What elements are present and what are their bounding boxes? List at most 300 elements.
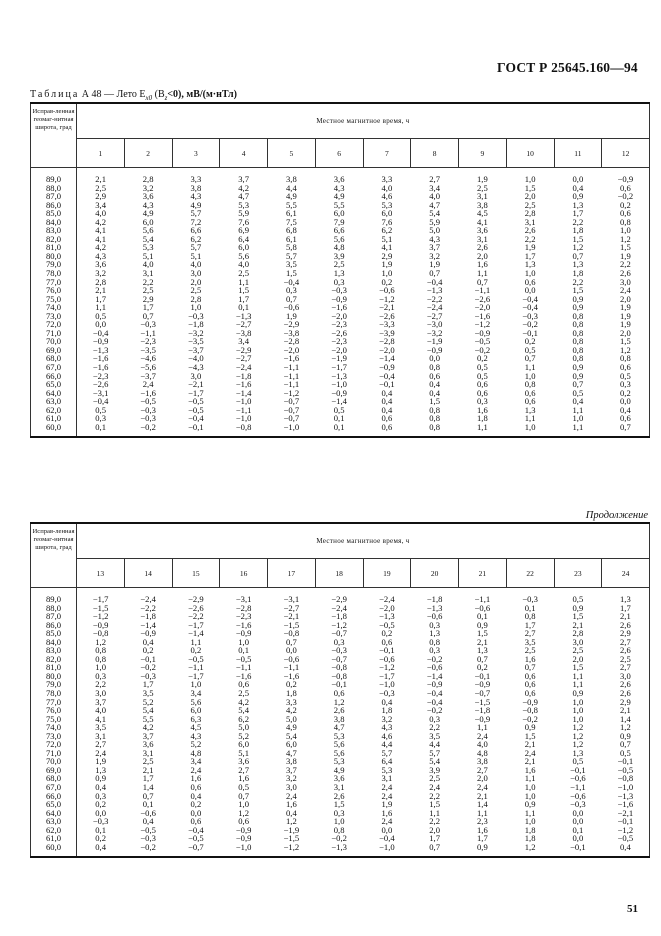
value-cell: −0,7: [474, 688, 491, 699]
value-cell: 5,7: [429, 747, 440, 758]
value-cell: 2,9: [381, 250, 393, 261]
value-cell: −2,0: [379, 602, 395, 613]
value-cell: −1,7: [188, 670, 204, 681]
value-cell: 2,7: [429, 174, 440, 184]
value-cell: −0,3: [140, 670, 156, 681]
value-cell: −0,5: [602, 766, 650, 775]
value-cell: −1,7: [379, 670, 395, 681]
value-cell: 4,4: [381, 739, 393, 750]
value-cell: 3,7: [286, 764, 297, 775]
value-cell: −1,1: [140, 327, 156, 338]
value-cell: 3,1: [333, 782, 345, 793]
value-cell: −1,2: [379, 293, 395, 304]
value-cell: 2,2: [572, 216, 584, 227]
value-cell: −1,3: [426, 602, 443, 613]
value-cell: 1,7: [477, 833, 488, 844]
latitude-cell: 86,0: [31, 621, 77, 630]
value-cell: 3,7: [142, 730, 154, 741]
hour-column-header: 23: [554, 559, 602, 588]
value-cell: 2,7: [602, 663, 650, 672]
value-cell: 2,5: [333, 259, 345, 270]
value-cell: −0,6: [379, 285, 395, 296]
value-cell: 0,1: [572, 824, 584, 835]
value-cell: 1,5: [602, 337, 650, 346]
value-cell: −1,1: [235, 404, 252, 415]
value-cell: 0,0: [381, 824, 393, 835]
value-cell: −2,9: [235, 344, 252, 355]
value-cell: 1,0: [381, 268, 393, 279]
value-cell: 1,0: [524, 816, 536, 827]
value-cell: −0,1: [554, 843, 602, 858]
value-cell: 0,8: [572, 353, 584, 364]
value-cell: 6,4: [238, 233, 249, 244]
value-cell: −0,2: [331, 833, 347, 844]
value-cell: 0,8: [572, 344, 584, 355]
value-cell: −2,2: [188, 611, 204, 622]
value-cell: 2,5: [95, 182, 106, 193]
latitude-cell: 61,0: [31, 834, 77, 843]
value-cell: 0,6: [238, 679, 249, 690]
value-cell: 2,2: [602, 260, 650, 269]
value-cell: 4,2: [95, 242, 106, 253]
value-cell: 2,1: [602, 612, 650, 621]
value-cell: −0,1: [522, 327, 538, 338]
latitude-cell: 84,0: [31, 638, 77, 647]
value-cell: −1,1: [474, 285, 491, 296]
value-cell: −3,3: [379, 319, 395, 330]
value-cell: 2,3: [477, 816, 488, 827]
hour-column-header: 9: [459, 139, 507, 168]
hour-column-header: 7: [363, 139, 411, 168]
value-cell: −2,4: [140, 594, 156, 604]
latitude-cell: 77,0: [31, 278, 77, 287]
latitude-cell: 69,0: [31, 346, 77, 355]
value-cell: 0,6: [524, 276, 536, 287]
value-cell: 1,1: [524, 413, 536, 424]
value-cell: 1,9: [429, 259, 440, 270]
hour-column-header: 18: [315, 559, 363, 588]
value-cell: 6,0: [190, 705, 202, 716]
value-cell: 1,0: [238, 636, 249, 647]
value-cell: 3,6: [142, 739, 154, 750]
latitude-cell: 73,0: [31, 732, 77, 741]
value-cell: 1,1: [572, 679, 584, 690]
value-cell: 3,5: [429, 730, 440, 741]
value-cell: 0,0: [572, 807, 584, 818]
value-cell: 1,0: [572, 696, 584, 707]
value-cell: 2,8: [142, 174, 154, 184]
latitude-cell: 71,0: [31, 749, 77, 758]
value-cell: 1,3: [524, 259, 536, 270]
value-cell: 1,9: [602, 252, 650, 261]
value-cell: −0,1: [474, 670, 491, 681]
value-cell: −2,8: [283, 336, 300, 347]
latitude-cell: 65,0: [31, 380, 77, 389]
value-cell: 1,1: [459, 423, 507, 438]
value-cell: 0,6: [524, 396, 536, 407]
value-cell: 4,1: [477, 216, 488, 227]
value-cell: 3,0: [95, 688, 106, 699]
value-cell: 5,6: [142, 225, 154, 236]
value-cell: 1,8: [381, 705, 393, 716]
value-cell: −0,4: [522, 302, 538, 313]
hour-column-header: 21: [459, 559, 507, 588]
value-cell: 3,4: [190, 756, 202, 767]
value-cell: −0,2: [602, 192, 650, 201]
value-cell: 2,4: [477, 782, 488, 793]
value-cell: 0,9: [572, 293, 584, 304]
value-cell: 4,2: [142, 722, 154, 733]
value-cell: 0,7: [602, 423, 650, 438]
value-cell: −0,3: [522, 310, 538, 321]
value-cell: 0,8: [602, 354, 650, 363]
value-cell: −1,2: [268, 843, 316, 858]
value-cell: 3,0: [602, 278, 650, 287]
value-cell: 0,6: [190, 816, 202, 827]
value-cell: 2,6: [602, 621, 650, 630]
value-cell: −1,0: [235, 413, 252, 424]
value-cell: 0,1: [524, 602, 536, 613]
value-cell: −1,8: [235, 370, 252, 381]
hour-column-header: 14: [124, 559, 172, 588]
value-cell: 5,6: [333, 739, 345, 750]
value-cell: 4,3: [333, 182, 345, 193]
value-cell: −1,2: [331, 619, 347, 630]
latitude-cell: 79,0: [31, 680, 77, 689]
value-cell: 0,3: [333, 636, 345, 647]
value-cell: 1,7: [142, 302, 154, 313]
value-cell: 1,2: [95, 636, 106, 647]
value-cell: −3,8: [283, 327, 300, 338]
latitude-cell: 81,0: [31, 663, 77, 672]
value-cell: 5,7: [190, 242, 202, 253]
value-cell: 0,5: [572, 387, 584, 398]
local-time-header: Местное магнитное время, ч: [77, 103, 650, 139]
value-cell: −1,7: [188, 387, 204, 398]
value-cell: 0,8: [429, 362, 440, 373]
value-cell: 0,0: [602, 397, 650, 406]
latitude-cell: 70,0: [31, 757, 77, 766]
value-cell: −2,4: [331, 602, 347, 613]
value-cell: −2,1: [283, 611, 300, 622]
value-cell: 1,5: [429, 396, 440, 407]
value-cell: 6,6: [333, 225, 345, 236]
latitude-cell: 85,0: [31, 629, 77, 638]
value-cell: 0,9: [602, 732, 650, 741]
value-cell: 1,3: [572, 259, 584, 270]
value-cell: 0,8: [602, 218, 650, 227]
value-cell: −0,8: [331, 662, 347, 673]
value-cell: −1,6: [235, 379, 252, 390]
value-cell: −1,2: [379, 662, 395, 673]
value-cell: −2,7: [283, 602, 300, 613]
value-cell: −0,3: [331, 285, 347, 296]
value-cell: −4,0: [188, 353, 204, 364]
value-cell: −0,8: [92, 628, 109, 639]
value-cell: 3,0: [602, 672, 650, 681]
value-cell: 0,2: [190, 799, 202, 810]
value-cell: 7,6: [238, 216, 249, 227]
value-cell: 2,2: [429, 790, 440, 801]
value-cell: −2,1: [188, 379, 204, 390]
value-cell: 1,9: [381, 799, 393, 810]
value-cell: −0,9: [331, 387, 347, 398]
value-cell: −1,8: [140, 611, 156, 622]
value-cell: −3,0: [426, 319, 443, 330]
value-cell: 0,5: [572, 594, 584, 604]
value-cell: −2,3: [92, 370, 109, 381]
value-cell: 3,1: [477, 233, 488, 244]
value-cell: 2,5: [142, 756, 154, 767]
value-cell: 1,0: [238, 799, 249, 810]
value-cell: −2,4: [379, 594, 395, 604]
latitude-cell: 85,0: [31, 209, 77, 218]
latitude-cell: 64,0: [31, 809, 77, 818]
value-cell: 5,7: [286, 250, 297, 261]
value-cell: −3,2: [426, 327, 443, 338]
latitude-cell: 89,0: [31, 168, 77, 184]
value-cell: −0,4: [188, 413, 204, 424]
hour-column-header: 12: [602, 139, 650, 168]
value-cell: −1,1: [283, 370, 300, 381]
value-cell: 1,2: [506, 843, 554, 858]
value-cell: −0,3: [92, 816, 109, 827]
latitude-cell: 80,0: [31, 672, 77, 681]
value-cell: 0,5: [333, 404, 345, 415]
value-cell: 3,8: [286, 174, 297, 184]
value-cell: −0,4: [92, 396, 109, 407]
value-cell: 0,9: [572, 302, 584, 313]
value-cell: −1,0: [268, 423, 316, 438]
value-cell: 5,2: [142, 696, 154, 707]
value-cell: 0,2: [602, 389, 650, 398]
value-cell: 1,5: [524, 730, 536, 741]
value-cell: 1,0: [95, 662, 106, 673]
value-cell: −1,4: [188, 628, 204, 639]
value-cell: 0,0: [286, 645, 297, 656]
value-cell: −0,9: [235, 833, 252, 844]
value-cell: −0,2: [426, 653, 443, 664]
value-cell: −1,6: [92, 362, 109, 373]
value-cell: 4,0: [190, 259, 202, 270]
value-cell: −0,1: [570, 764, 586, 775]
hour-column-header: 15: [172, 559, 220, 588]
value-cell: 4,7: [333, 722, 345, 733]
value-cell: 4,9: [286, 191, 297, 202]
value-cell: −0,3: [522, 594, 538, 604]
value-cell: −0,5: [188, 833, 204, 844]
document-standard-id: ГОСТ Р 25645.160—94: [497, 60, 638, 75]
value-cell: −0,2: [522, 713, 538, 724]
latitude-cell: 83,0: [31, 226, 77, 235]
value-cell: 4,6: [381, 730, 393, 741]
latitude-cell: 74,0: [31, 723, 77, 732]
value-cell: 5,4: [429, 208, 440, 219]
hour-column-header: 6: [315, 139, 363, 168]
value-cell: −1,8: [331, 611, 347, 622]
value-cell: 0,2: [381, 276, 393, 287]
value-cell: −0,5: [188, 653, 204, 664]
value-cell: 0,7: [524, 662, 536, 673]
value-cell: 0,0: [190, 807, 202, 818]
value-cell: 3,5: [95, 722, 106, 733]
table-body: [31, 588, 650, 858]
value-cell: 4,3: [190, 191, 202, 202]
value-cell: 6,8: [286, 225, 297, 236]
value-cell: 0,6: [477, 387, 488, 398]
value-cell: −3,8: [235, 327, 252, 338]
value-cell: 0,8: [95, 653, 106, 664]
value-cell: −0,2: [522, 319, 538, 330]
hour-column-header: 3: [172, 139, 220, 168]
value-cell: −2,9: [188, 594, 204, 604]
value-cell: 5,3: [333, 756, 345, 767]
table-title-sub: x0: [145, 94, 153, 102]
value-cell: −1,9: [331, 353, 347, 364]
value-cell: −1,0: [379, 679, 395, 690]
value-cell: −0,9: [602, 168, 650, 184]
value-cell: 0,9: [572, 370, 584, 381]
value-cell: 0,6: [429, 370, 440, 381]
value-cell: 0,4: [572, 182, 584, 193]
value-cell: −0,5: [140, 824, 156, 835]
value-cell: −2,2: [140, 602, 156, 613]
value-cell: 3,2: [95, 268, 106, 279]
value-cell: −1,8: [474, 705, 491, 716]
value-cell: −1,7: [331, 362, 347, 373]
value-cell: 2,5: [477, 182, 488, 193]
value-cell: −0,6: [426, 662, 443, 673]
value-cell: 0,2: [381, 628, 393, 639]
value-cell: 0,7: [411, 843, 459, 858]
value-cell: 0,3: [477, 396, 488, 407]
latitude-cell: 74,0: [31, 303, 77, 312]
value-cell: −0,4: [283, 276, 300, 287]
value-cell: −2,4: [235, 362, 252, 373]
value-cell: −1,8: [188, 319, 204, 330]
hour-column-header: 11: [554, 139, 602, 168]
value-cell: 7,2: [190, 216, 202, 227]
value-cell: −2,8: [235, 602, 252, 613]
value-cell: 1,3: [333, 268, 345, 279]
value-cell: 0,9: [95, 773, 106, 784]
value-cell: 0,6: [524, 387, 536, 398]
value-cell: −1,4: [235, 387, 252, 398]
value-cell: 0,3: [429, 645, 440, 656]
value-cell: 5,6: [333, 233, 345, 244]
value-cell: 2,0: [477, 773, 488, 784]
page-number: 51: [627, 903, 638, 915]
value-cell: −0,1: [331, 679, 347, 690]
value-cell: 3,0: [190, 370, 202, 381]
value-cell: 6,3: [190, 713, 202, 724]
value-cell: −0,8: [602, 774, 650, 783]
value-cell: 3,4: [429, 182, 440, 193]
value-cell: −0,9: [92, 336, 109, 347]
value-cell: −2,7: [426, 310, 443, 321]
value-cell: 1,9: [477, 174, 488, 184]
value-cell: −1,4: [379, 353, 395, 364]
value-cell: 3,3: [190, 174, 202, 184]
value-cell: 3,0: [572, 636, 584, 647]
value-cell: −1,4: [426, 670, 443, 681]
value-cell: 0,8: [572, 319, 584, 330]
latitude-cell: 67,0: [31, 363, 77, 372]
value-cell: 3,5: [142, 688, 154, 699]
value-cell: −3,1: [235, 594, 252, 604]
value-cell: 0,4: [602, 406, 650, 415]
value-cell: 6,0: [238, 242, 249, 253]
value-cell: 4,4: [429, 739, 440, 750]
value-cell: 1,0: [524, 790, 536, 801]
value-cell: 1,0: [572, 713, 584, 724]
value-cell: 5,5: [333, 199, 345, 210]
value-cell: 0,8: [429, 404, 440, 415]
value-cell: 0,2: [286, 679, 297, 690]
value-cell: 0,1: [238, 645, 249, 656]
value-cell: 0,5: [238, 782, 249, 793]
value-cell: −0,3: [140, 833, 156, 844]
value-cell: 3,6: [142, 191, 154, 202]
value-cell: 1,8: [524, 833, 536, 844]
value-cell: 5,1: [381, 233, 393, 244]
latitude-cell: 88,0: [31, 184, 77, 193]
value-cell: −5,6: [140, 362, 156, 373]
value-cell: 0,0: [572, 174, 584, 184]
value-cell: −1,8: [426, 594, 443, 604]
value-cell: −0,4: [379, 370, 395, 381]
value-cell: −2,1: [379, 302, 395, 313]
value-cell: 1,8: [286, 688, 297, 699]
value-cell: −1,2: [283, 387, 300, 398]
value-cell: 4,0: [429, 191, 440, 202]
value-cell: 0,6: [333, 688, 345, 699]
value-cell: 2,8: [95, 276, 106, 287]
value-cell: −0,1: [602, 757, 650, 766]
value-cell: −0,6: [140, 807, 156, 818]
value-cell: −2,2: [426, 293, 443, 304]
value-cell: −3,7: [140, 370, 156, 381]
value-cell: 5,3: [381, 199, 393, 210]
value-cell: 1,6: [477, 259, 488, 270]
value-cell: 5,3: [142, 242, 154, 253]
value-cell: 0,0: [95, 807, 106, 818]
value-cell: 4,9: [333, 191, 345, 202]
value-cell: 0,4: [381, 696, 393, 707]
value-cell: 0,9: [524, 722, 536, 733]
value-cell: 0,3: [333, 807, 345, 818]
value-cell: 3,8: [190, 182, 202, 193]
value-cell: 7,5: [286, 216, 297, 227]
value-cell: −1,0: [331, 379, 347, 390]
value-cell: 3,1: [95, 730, 106, 741]
value-cell: −3,5: [188, 336, 204, 347]
value-cell: 1,5: [238, 285, 249, 296]
value-cell: 1,7: [524, 250, 536, 261]
table-row: [31, 423, 650, 438]
value-cell: 1,7: [142, 773, 154, 784]
latitude-cell: 71,0: [31, 329, 77, 338]
value-cell: 0,9: [572, 602, 584, 613]
value-cell: 0,0: [429, 353, 440, 364]
value-cell: 3,4: [95, 199, 106, 210]
value-cell: 0,6: [524, 670, 536, 681]
value-cell: 2,4: [381, 782, 393, 793]
latitude-cell: 87,0: [31, 192, 77, 201]
value-cell: 0,8: [572, 327, 584, 338]
value-cell: −0,4: [379, 833, 395, 844]
value-cell: −0,6: [570, 773, 586, 784]
